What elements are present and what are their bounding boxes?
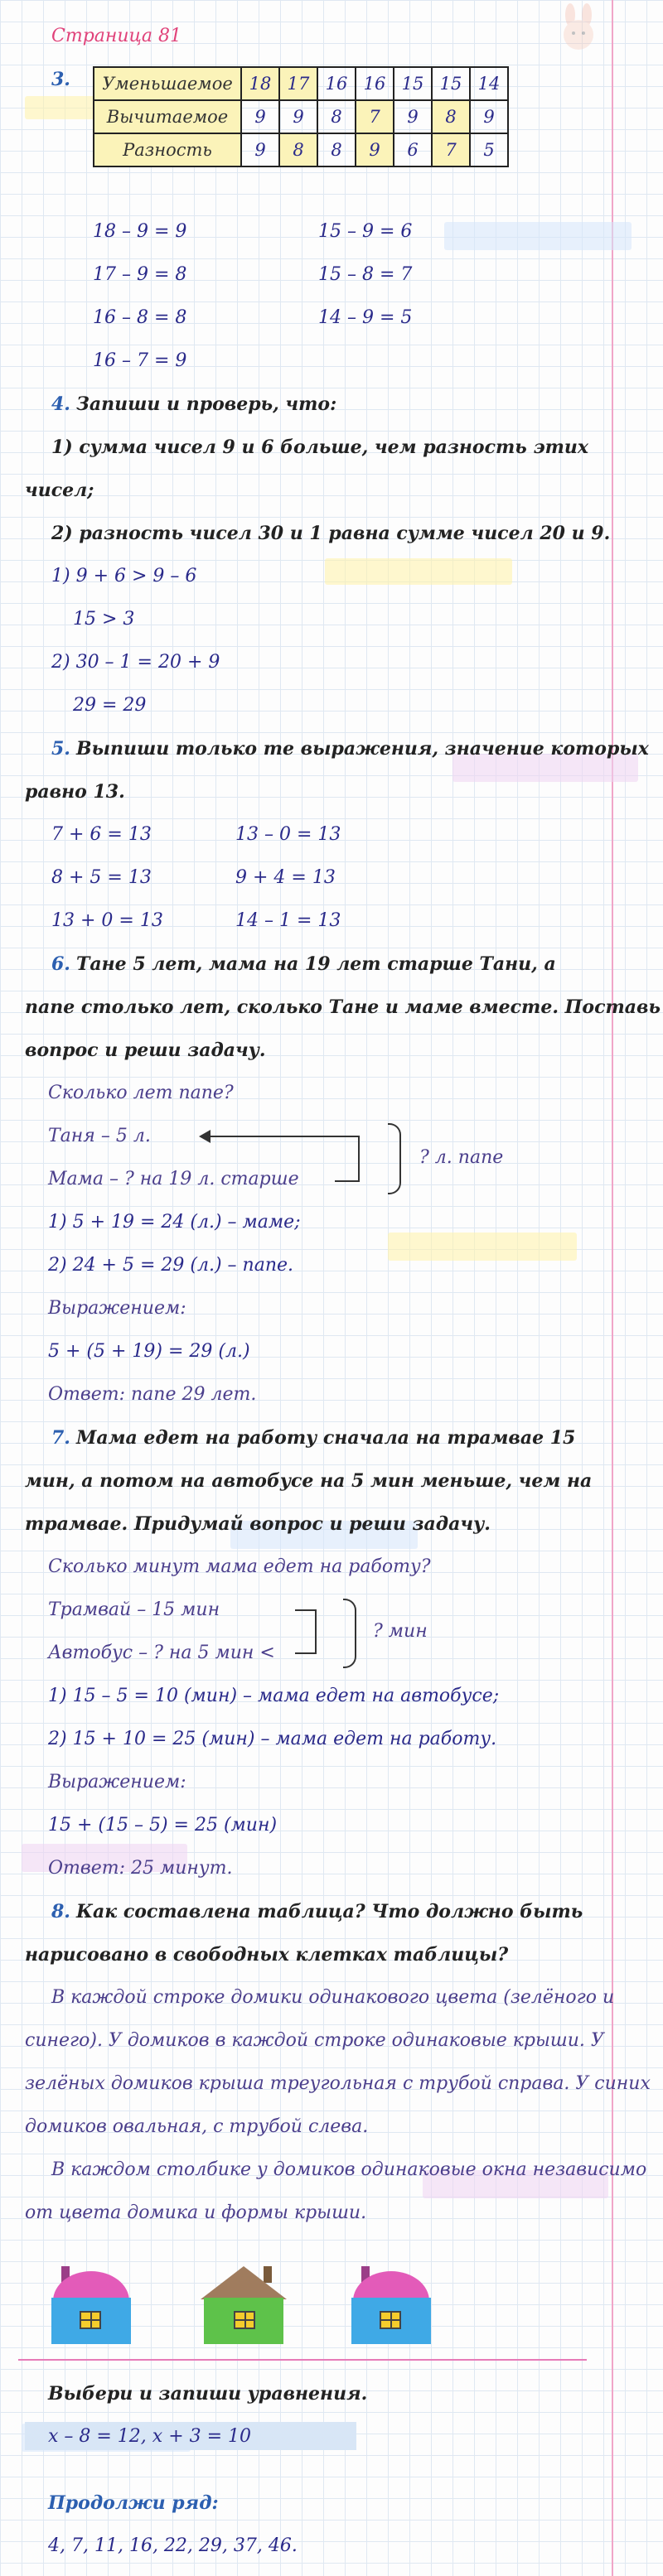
calc-line: 16 – 7 = 9 — [93, 350, 187, 371]
table-cell: 9 — [394, 100, 432, 133]
task7-step: 2) 15 + 10 = 25 (мин) – мама едет на работу. — [48, 1729, 497, 1749]
task7-text: мин, а потом на автобусе на 5 мин меньше, чем на — [25, 1470, 593, 1492]
watermark — [388, 1233, 577, 1261]
task8-number: 8. — [51, 1901, 70, 1922]
task7-answer: Ответ: 25 минут. — [48, 1858, 233, 1879]
table-cell: 8 — [317, 133, 356, 166]
task7-text: Мама едет на работу сначала на трамвае 15 — [76, 1427, 576, 1449]
page-title: Страница 81 — [51, 26, 182, 46]
task6-expression: 5 + (5 + 19) = 29 (л.) — [48, 1341, 250, 1362]
task8-explanation: В каждом столбике у домиков одинаковые окна независимо — [51, 2159, 647, 2180]
task5-number: 5. — [51, 738, 70, 760]
task4-heading: Запиши и проверь, что: — [76, 393, 337, 415]
section-divider — [18, 2359, 587, 2361]
arrow-line — [315, 1609, 317, 1654]
task4-answer: 15 > 3 — [73, 609, 135, 630]
arrow-line — [295, 1609, 317, 1611]
bracket-icon — [343, 1599, 356, 1668]
task6-text: вопрос и реши задачу. — [25, 1040, 266, 1061]
task7-expr-label: Выражением: — [48, 1772, 186, 1792]
table-cell: 15 — [432, 67, 470, 100]
calc-line: 14 – 9 = 5 — [318, 307, 413, 328]
task7-bracket-label: ? мин — [373, 1621, 428, 1642]
task4-condition: 2) разность чисел 30 и 1 равна сумме чисел 20 и 9. — [51, 523, 611, 544]
table-cell: 16 — [356, 67, 394, 100]
table-cell: 7 — [356, 100, 394, 133]
task8-explanation: синего). У домиков в каждой строке одинаковые крыши. У — [25, 2030, 604, 2051]
bracket-icon — [388, 1123, 401, 1194]
table-cell: 18 — [241, 67, 279, 100]
expression: 13 – 0 = 13 — [235, 824, 341, 845]
table-row — [94, 100, 508, 133]
table-row — [94, 133, 508, 166]
task6-question: Сколько лет папе? — [48, 1083, 234, 1103]
expression: 8 + 5 = 13 — [51, 867, 152, 888]
arrow-line — [358, 1136, 360, 1182]
task4-condition: чисел; — [25, 480, 94, 501]
row-label: Уменьшаемое — [94, 67, 241, 100]
house-green-triangle-roof-icon — [201, 2266, 287, 2346]
task7-short-line: Трамвай – 15 мин — [48, 1599, 220, 1620]
task7-question: Сколько минут мама едет на работу? — [48, 1556, 431, 1577]
task4-answer: 2) 30 – 1 = 20 + 9 — [51, 652, 220, 673]
sequence: 4, 7, 11, 16, 22, 29, 37, 46. — [48, 2535, 298, 2556]
equations-heading: Выбери и запиши уравнения. — [48, 2383, 368, 2405]
calc-line: 16 – 8 = 8 — [93, 307, 187, 328]
table-cell: 9 — [241, 133, 279, 166]
task8-heading: нарисовано в свободных клетках таблицы? — [25, 1944, 509, 1966]
task4-answer: 29 = 29 — [73, 695, 147, 716]
watermark — [444, 222, 632, 250]
table-cell: 9 — [356, 133, 394, 166]
task4-number: 4. — [51, 393, 70, 415]
task6-number: 6. — [51, 953, 70, 975]
task8-explanation: домиков овальная, с трубой слева. — [25, 2116, 369, 2137]
table-cell: 9 — [470, 100, 508, 133]
table-cell: 8 — [432, 100, 470, 133]
house-blue-oval-roof-icon — [351, 2266, 434, 2346]
row-label: Вычитаемое — [94, 100, 241, 133]
task4-answer: 1) 9 + 6 > 9 – 6 — [51, 566, 197, 586]
expression: 9 + 4 = 13 — [235, 867, 336, 888]
arrow-line — [295, 1652, 317, 1654]
window-icon — [234, 2311, 255, 2329]
sequence-heading: Продолжи ряд: — [48, 2492, 219, 2514]
calc-line: 18 – 9 = 9 — [93, 221, 187, 242]
row-label: Разность — [94, 133, 241, 166]
table-cell: 5 — [470, 133, 508, 166]
house-blue-oval-roof-icon — [51, 2266, 134, 2346]
table-cell: 16 — [317, 67, 356, 100]
arrow-line — [335, 1180, 360, 1182]
task4-condition: 1) сумма чисел 9 и 6 больше, чем разность этих — [51, 437, 589, 458]
task7-text: трамвае. Придумай вопрос и реши задачу. — [25, 1513, 491, 1535]
task6-text: Тане 5 лет, мама на 19 лет старше Тани, а — [76, 953, 556, 975]
equations: x – 8 = 12, x + 3 = 10 — [48, 2426, 252, 2447]
table-row — [94, 67, 508, 100]
table-cell: 7 — [432, 133, 470, 166]
arrow-line — [209, 1136, 360, 1137]
window-icon — [80, 2311, 101, 2329]
table-cell: 8 — [317, 100, 356, 133]
task8-heading: Как составлена таблица? Что должно быть — [76, 1901, 583, 1922]
task6-short-line: Мама – ? на 19 л. старше — [48, 1169, 299, 1189]
task5-heading: равно 13. — [25, 781, 125, 803]
task6-text: папе столько лет, сколько Тане и маме вместе. Поставь — [25, 996, 661, 1018]
margin-line — [612, 0, 613, 2576]
task8-explanation: зелёных домиков крыша треугольная с трубой справа. У синих — [25, 2073, 651, 2094]
table-cell: 14 — [470, 67, 508, 100]
task6-step: 1) 5 + 19 = 24 (л.) – маме; — [48, 1212, 301, 1233]
calc-line: 17 – 9 = 8 — [93, 264, 187, 285]
task6-bracket-label: ? л. папе — [419, 1147, 504, 1168]
calc-line: 15 – 9 = 6 — [318, 221, 413, 242]
window-icon — [380, 2311, 401, 2329]
bunny-logo-icon — [557, 3, 600, 53]
task7-number: 7. — [51, 1427, 70, 1449]
task8-explanation: от цвета домика и формы крыши. — [25, 2202, 367, 2223]
calc-line: 15 – 8 = 7 — [318, 264, 413, 285]
task7-step: 1) 15 – 5 = 10 (мин) – мама едет на автобусе; — [48, 1686, 500, 1706]
table-cell: 17 — [279, 67, 317, 100]
task7-expression: 15 + (15 – 5) = 25 (мин) — [48, 1815, 278, 1836]
expression: 14 – 1 = 13 — [235, 910, 341, 931]
expression: 7 + 6 = 13 — [51, 824, 152, 845]
table-cell: 8 — [279, 133, 317, 166]
table-cell: 6 — [394, 133, 432, 166]
task3-number: 3. — [51, 69, 70, 90]
task3-table — [93, 66, 509, 167]
table-cell: 9 — [241, 100, 279, 133]
task6-expr-label: Выражением: — [48, 1298, 186, 1319]
roof — [201, 2266, 287, 2299]
table-cell: 9 — [279, 100, 317, 133]
task6-step: 2) 24 + 5 = 29 (л.) – папе. — [48, 1255, 294, 1276]
watermark — [325, 558, 512, 585]
task5-heading: Выпиши только те выражения, значение которых — [76, 738, 649, 760]
task8-explanation: В каждой строке домики одинакового цвета (зелёного и — [51, 1987, 615, 2008]
task7-short-line: Автобус – ? на 5 мин < — [48, 1643, 275, 1663]
table-cell: 15 — [394, 67, 432, 100]
expression: 13 + 0 = 13 — [51, 910, 163, 931]
task6-answer: Ответ: папе 29 лет. — [48, 1384, 257, 1405]
task6-short-line: Таня – 5 л. — [48, 1126, 151, 1146]
